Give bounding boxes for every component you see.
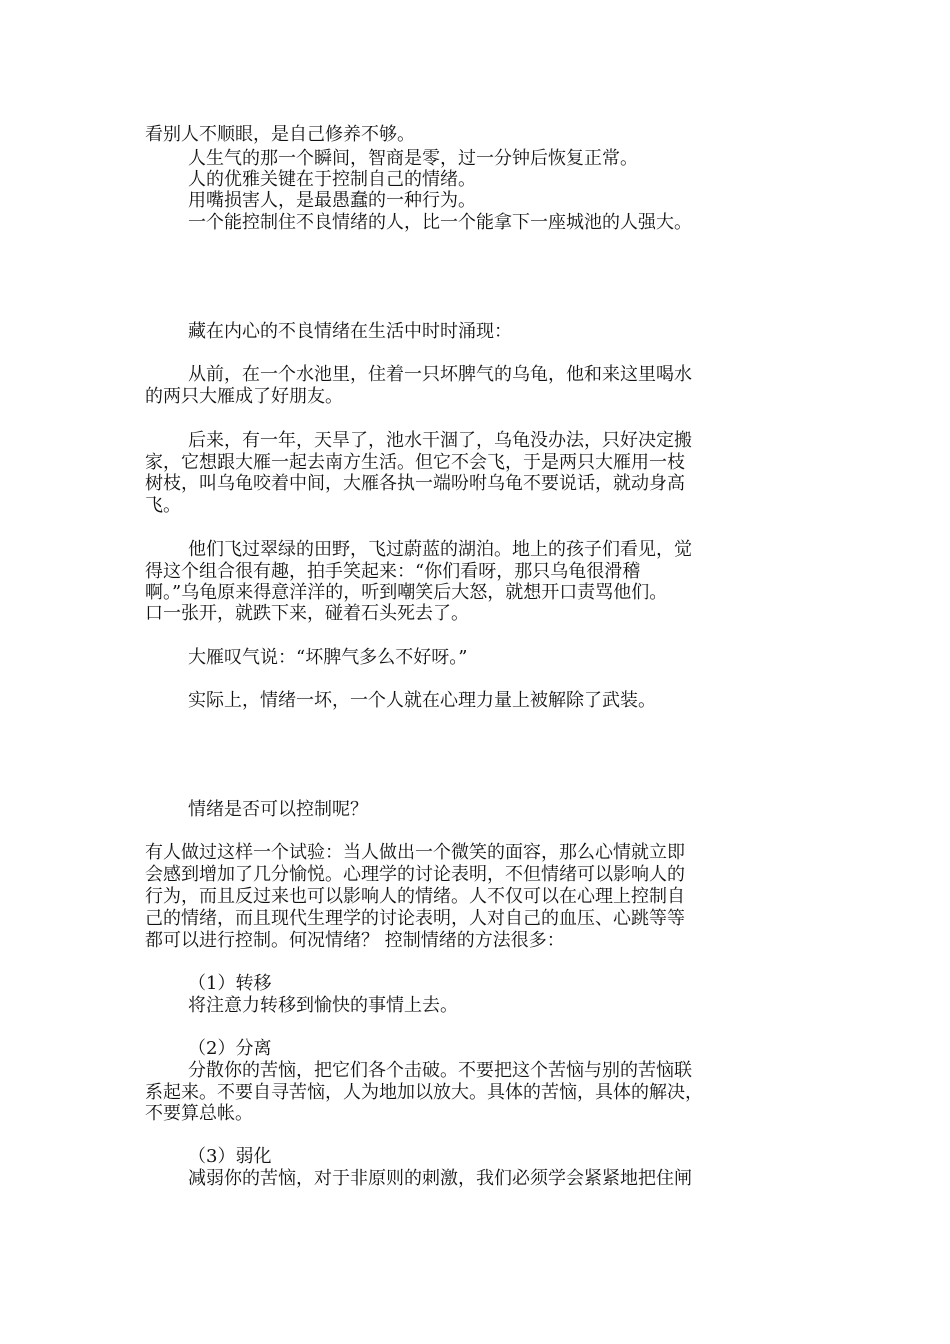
method-line: 系起来。不要自寻苦恼，人为地加以放大。具体的苦恼，具体的解决， <box>145 1082 703 1103</box>
story-line: 口一张开，就跌下来，碰着石头死去了。 <box>145 603 469 624</box>
story-line: 他们飞过翠绿的田野，飞过蔚蓝的湖泊。地上的孩子们看见，觉 <box>188 539 692 560</box>
method-line: 减弱你的苦恼，对于非原则的刺激，我们必须学会紧紧地把住闸 <box>188 1168 692 1189</box>
section-heading: 藏在内心的不良情绪在生活中时时涌现： <box>188 321 512 342</box>
story-line: 实际上，情绪一坏，一个人就在心理力量上被解除了武装。 <box>188 690 656 711</box>
paragraph-line: 行为，而且反过来也可以影响人的情绪。人不仅可以在心理上控制自 <box>145 886 685 907</box>
paragraph-line: 会感到增加了几分愉悦。心理学的讨论表明，不但情绪可以影响人的 <box>145 864 685 885</box>
story-line: 树枝，叫乌龟咬着中间，大雁各执一端吩咐乌龟不要说话，就动身高 <box>145 473 685 494</box>
method-title: （2）分离 <box>188 1038 272 1059</box>
story-line: 家，它想跟大雁一起去南方生活。但它不会飞，于是两只大雁用一枝 <box>145 452 685 473</box>
story-line: 得这个组合很有趣，拍手笑起来：“你们看呀，那只乌龟很滑稽 <box>145 561 641 582</box>
method-line: 不要算总帐。 <box>145 1103 253 1124</box>
paragraph-line: 有人做过这样一个试验：当人做出一个微笑的面容，那么心情就立即 <box>145 842 685 863</box>
intro-line: 一个能控制住不良情绪的人，比一个能拿下一座城池的人强大。 <box>188 212 692 233</box>
intro-line: 看别人不顺眼，是自己修养不够。 <box>145 124 415 145</box>
story-line: 从前，在一个水池里，住着一只坏脾气的乌龟，他和来这里喝水 <box>188 364 692 385</box>
method-line: 分散你的苦恼，把它们各个击破。不要把这个苦恼与别的苦恼联 <box>188 1060 692 1081</box>
method-title: （1）转移 <box>188 973 272 994</box>
method-title: （3）弱化 <box>188 1146 272 1167</box>
intro-line: 人生气的那一个瞬间，智商是零，过一分钟后恢复正常。 <box>188 148 638 169</box>
paragraph-line: 己的情绪，而且现代生理学的讨论表明，人对自己的血压、心跳等等 <box>145 908 685 929</box>
story-line: 大雁叹气说：“坏脾气多么不好呀。” <box>188 647 468 668</box>
story-line: 的两只大雁成了好朋友。 <box>145 386 343 407</box>
story-line: 飞。 <box>145 495 181 516</box>
intro-line: 人的优雅关键在于控制自己的情绪。 <box>188 169 476 190</box>
intro-line: 用嘴损害人，是最愚蠢的一种行为。 <box>188 190 476 211</box>
paragraph-line: 都可以进行控制。何况情绪？ 控制情绪的方法很多： <box>145 930 565 951</box>
story-line: 后来，有一年，天旱了，池水干涸了，乌龟没办法，只好决定搬 <box>188 430 692 451</box>
method-line: 将注意力转移到愉快的事情上去。 <box>188 995 458 1016</box>
story-line: 啊。”乌龟原来得意洋洋的，听到嘲笑后大怒，就想开口责骂他们。 <box>145 582 668 603</box>
section-heading: 情绪是否可以控制呢？ <box>188 799 368 820</box>
